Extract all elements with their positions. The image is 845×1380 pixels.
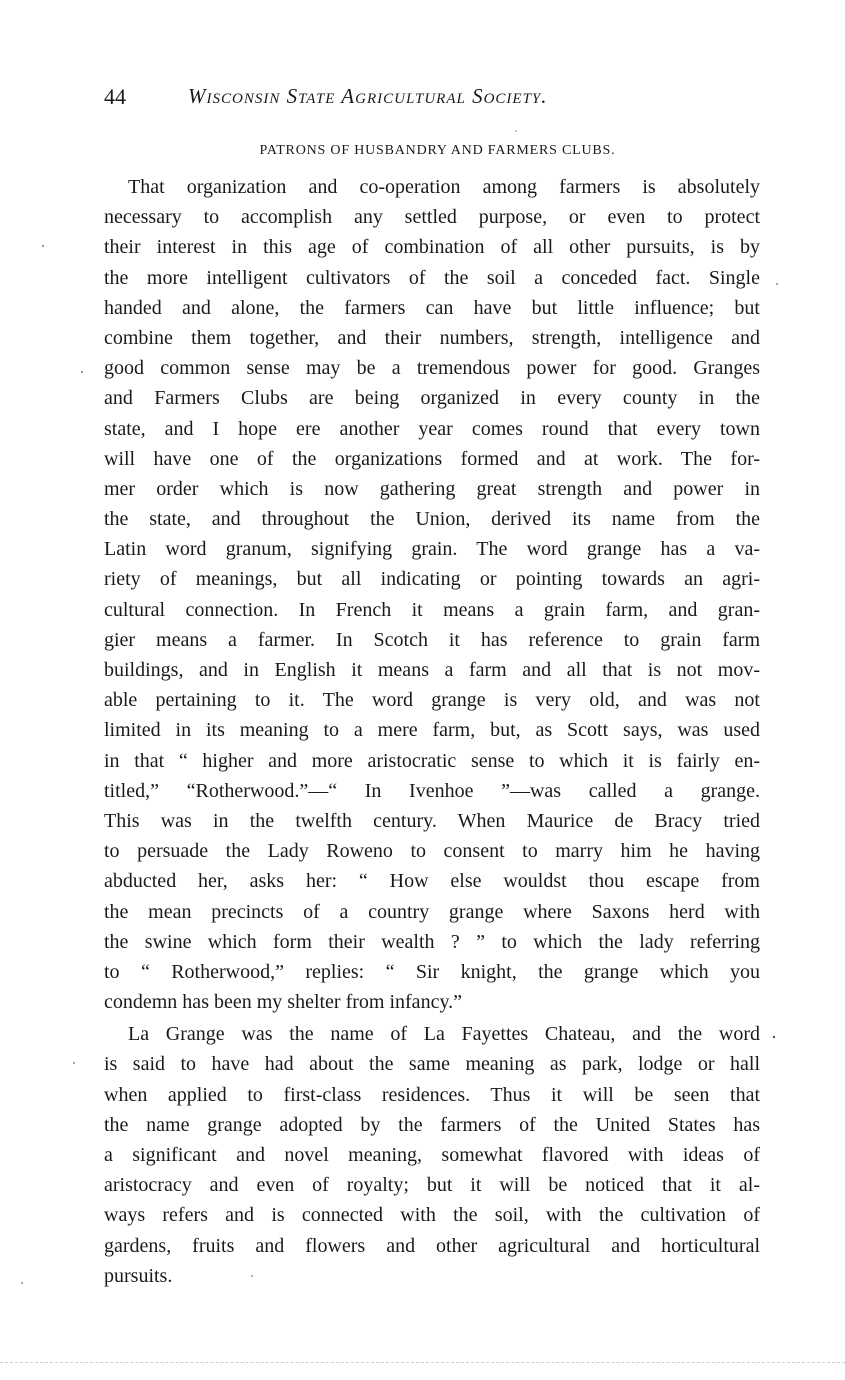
text-line: when applied to first-class residences. Thus it will be seen that xyxy=(104,1083,760,1106)
journal-title: Wisconsin State Agricultural Society. xyxy=(188,84,548,108)
text-line: the state, and throughout the Union, derived its name from the xyxy=(104,508,760,531)
text-line: the mean precincts of a country grange where Saxons herd with xyxy=(104,900,760,923)
text-line: the more intelligent cultivators of the soil a conceded fact. Single xyxy=(104,266,760,289)
paragraph xyxy=(104,1019,760,1291)
text-line: a significant and novel meaning, somewhat flavored with ideas of xyxy=(104,1144,760,1166)
text-line: limited in its meaning to a mere farm, but, as Scott says, was used xyxy=(104,719,760,742)
running-head xyxy=(104,84,704,114)
text-line: titled,” “Rotherwood.”—“ In Ivenhoe ”—was called a grange. xyxy=(104,779,760,802)
text-line: in that “ higher and more aristocratic sense to which it is fairly en- xyxy=(104,749,760,772)
text-line: handed and alone, the farmers can have but little influence; but xyxy=(104,296,760,319)
text-line: to “ Rotherwood,” replies: “ Sir knight, the grange which you xyxy=(104,960,760,983)
text-line: condemn has been my shelter from infancy.” xyxy=(104,991,463,1014)
text-line: state, and I hope ere another year comes round that every town xyxy=(104,417,760,440)
text-line: mer order which is now gathering great strength and power in xyxy=(104,477,760,500)
text-line: gardens, fruits and flowers and other agricultural and horticultural xyxy=(104,1234,760,1257)
text-line: ways refers and is connected with the soil, with the cultivation of xyxy=(104,1204,760,1227)
text-line: This was in the twelfth century. When Maurice de Bracy tried xyxy=(104,809,760,832)
page-number: 44 xyxy=(104,84,126,109)
text-line: La Grange was the name of La Fayettes Chateau, and the word xyxy=(128,1023,760,1046)
text-line: their interest in this age of combination of all other pursuits, is by xyxy=(104,236,760,259)
text-line: is said to have had about the same meaning as park, lodge or hall xyxy=(104,1053,760,1076)
text-line: good common sense may be a tremendous power for good. Granges xyxy=(104,357,760,380)
text-line: Latin word granum, signifying grain. The word grange has a va- xyxy=(104,538,760,561)
text-line: aristocracy and even of royalty; but it will be noticed that it al- xyxy=(104,1174,760,1197)
article-body xyxy=(104,172,760,1291)
text-line: will have one of the organizations formed and at work. The for- xyxy=(104,447,760,470)
paragraph xyxy=(104,172,760,1017)
text-line: riety of meanings, but all indicating or pointing towards an agri- xyxy=(104,568,760,591)
text-line: cultural connection. In French it means a grain farm, and gran- xyxy=(104,598,760,621)
section-title: PATRONS OF HUSBANDRY AND FARMERS CLUBS. xyxy=(259,143,616,158)
text-line: gier means a farmer. In Scotch it has reference to grain farm xyxy=(104,628,760,651)
text-line: necessary to accomplish any settled purpose, or even to protect xyxy=(104,206,760,229)
page-edge xyxy=(0,1362,845,1363)
text-line: and Farmers Clubs are being organized in every county in the xyxy=(104,387,760,410)
text-line: able pertaining to it. The word grange is very old, and was not xyxy=(104,689,760,712)
text-line: pursuits. xyxy=(104,1264,173,1287)
text-line: to persuade the Lady Roweno to consent to marry him he having xyxy=(104,840,760,863)
text-line: the name grange adopted by the farmers of the United States has xyxy=(104,1113,760,1136)
text-line: combine them together, and their numbers, strength, intelligence and xyxy=(104,326,760,349)
text-line: abducted her, asks her: “ How else wouldst thou escape from xyxy=(104,870,760,893)
text-line: That organization and co-operation among farmers is absolutely xyxy=(128,176,760,198)
text-line: buildings, and in English it means a farm and all that is not mov- xyxy=(104,659,760,681)
text-line: the swine which form their wealth ? ” to which the lady referring xyxy=(104,930,760,953)
